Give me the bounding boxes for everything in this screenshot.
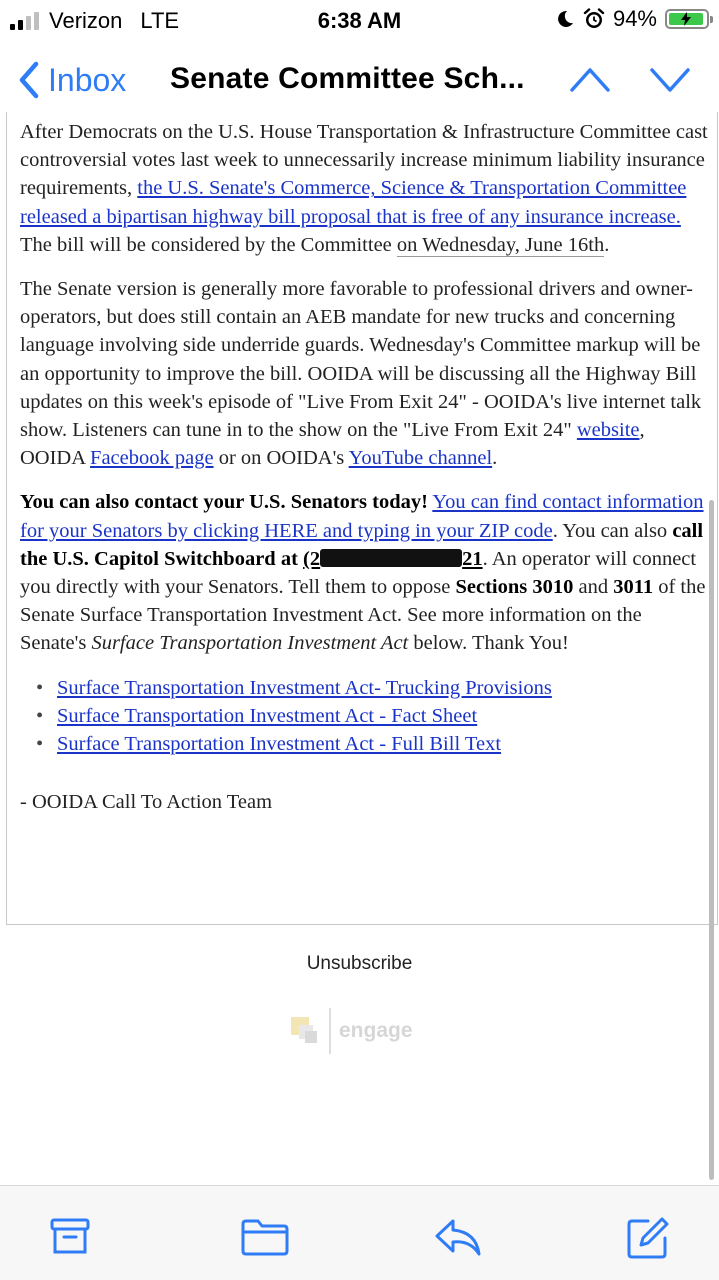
redaction-scribble [320,549,462,567]
scrollbar[interactable] [709,500,714,1180]
previous-message-chevron-up-icon[interactable] [569,64,611,94]
senate-bill-proposal-link[interactable]: the U.S. Senate's Commerce, Science & Transportation Committee released a bipartisan highway bill proposal that is free of any insurance increase. [20,177,687,228]
paragraph-contact-senators [20,488,710,657]
folder-icon[interactable] [240,1216,290,1258]
archive-icon[interactable] [49,1216,91,1258]
switchboard-phone: (2 21 [303,547,483,570]
fact-sheet-link[interactable]: Surface Transportation Investment Act - Fact Sheet [57,704,478,727]
italic-text: Surface Transportation Investment Act [91,632,409,655]
charging-bolt-icon [680,12,692,26]
find-senators-link[interactable]: You can find contact information for your Senators by clicking HERE and typing in your ZIP code [20,491,704,542]
resource-links-list [20,674,710,759]
text: below. Thank You! [408,632,569,655]
battery-percentage: 94% [612,6,657,31]
nav-bar [0,52,719,112]
status-bar [0,0,719,40]
carrier-name: Verizon [49,8,123,33]
bold-text: 3011 [613,576,654,599]
status-time: 6:38 AM [317,8,402,33]
full-bill-text-link[interactable]: Surface Transportation Investment Act - Full Bill Text [57,733,502,756]
text: The Senate version is generally more favorable to professional drivers and owner-operators, but does still contain an AEB mandate for new trucks and concerning language involving side underride guards. Wednesday's Committee markup will be an opportunity to improve the bill. OOIDA will be discussing all the Highway Bill updates on this week's episode of "Live From Exit 24" - OOIDA's live internet talk show. Listeners can tune in to the show on the "Live From Exit 24" [20,278,702,442]
paragraph-insurance [20,118,710,259]
engage-wordmark: engage [339,1019,413,1042]
date-text: on Wednesday, June 16th [396,233,605,256]
bold-text: Sections 3010 [455,576,574,599]
text: . [604,233,610,256]
status-right [555,6,709,32]
compose-icon[interactable] [626,1216,670,1260]
text: and [573,576,614,599]
website-link[interactable]: website [576,419,640,442]
engage-mark-icon [289,1015,321,1047]
email-subject-title: Senate Committee Sch... [170,62,525,95]
chevron-left-icon [16,60,42,100]
alarm-icon [583,8,605,30]
list-item: • Surface Transportation Investment Act - Full Bill Text [36,730,710,758]
text: . [492,447,498,470]
text: or on OOIDA's [213,447,349,470]
back-button[interactable] [16,60,126,100]
message-navigation [569,64,691,94]
email-body [20,118,710,832]
text: , OOIDA [20,419,645,470]
text: . An operator will connect you directly with your Senators. Tell them to oppose [20,547,697,599]
signoff: - OOIDA Call To Action Team [20,791,273,814]
youtube-channel-link[interactable]: YouTube channel [348,447,493,470]
text: The bill will be considered by the Committee [20,233,397,256]
bold-text: call the U.S. Capitol Switchboard at [20,519,704,570]
list-item: • Surface Transportation Investment Act - Fact Sheet [36,702,710,730]
do-not-disturb-icon [555,9,575,29]
unsubscribe-link[interactable]: Unsubscribe [306,953,413,974]
facebook-page-link[interactable]: Facebook page [90,447,214,470]
battery-icon [665,9,709,29]
network-type: LTE [140,8,180,33]
engage-logo [289,1008,413,1054]
bold-text: You can also contact your U.S. Senators today! [20,491,428,514]
text: . You can also [552,519,673,542]
text: of the Senate Surface Transportation Investment Act. See more information on the Senate's [20,576,706,655]
trucking-provisions-link[interactable]: Surface Transportation Investment Act- Trucking Provisions [57,676,552,699]
bottom-toolbar [0,1185,719,1280]
reply-icon[interactable] [434,1216,482,1258]
list-item: • Surface Transportation Investment Act- Trucking Provisions [36,674,710,702]
next-message-chevron-down-icon[interactable] [649,64,691,94]
battery-fill [669,13,703,25]
paragraph-senate-version [20,275,710,472]
text: After Democrats on the U.S. House Transportation & Infrastructure Committee cast controversial votes last week to unnecessarily increase minimum liability insurance requirements, [20,121,708,200]
back-label: Inbox [48,61,127,98]
